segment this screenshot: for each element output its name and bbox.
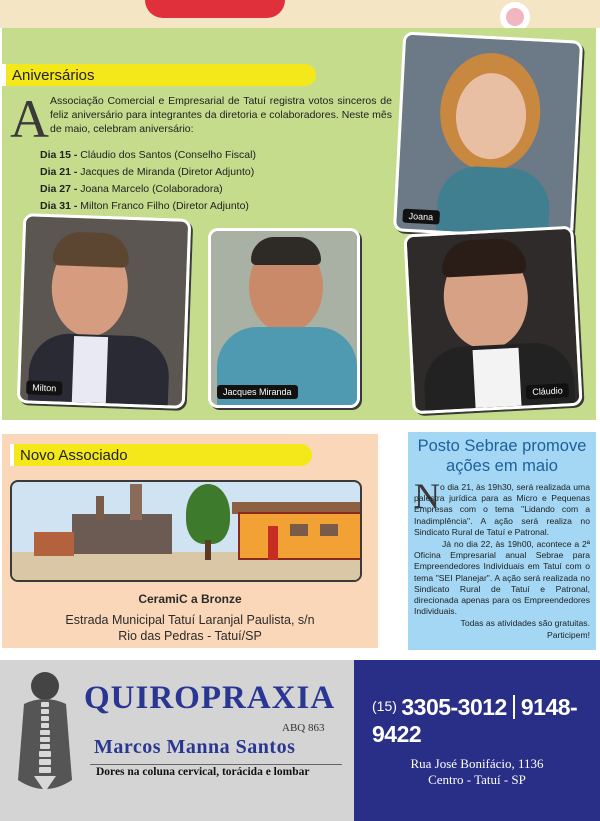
- photo-claudio: [403, 226, 582, 415]
- photo-milton: [17, 213, 192, 409]
- sebrae-title: [408, 436, 596, 476]
- ad-address: [354, 756, 600, 788]
- divider: [90, 764, 342, 765]
- aniversarios-intro: Associação Comercial e Empresarial de Tatuí registra votos sinceros de feliz aniversário para integrantes da diretoria e colaboradores. Neste mês de maio, celebram aniversário:: [50, 95, 392, 135]
- ad-professional-name: Marcos Manna Santos: [94, 736, 296, 758]
- sebrae-title-line: Posto Sebrae promove: [417, 437, 587, 455]
- sebrae-drop-cap: N: [414, 476, 440, 516]
- photo-joana: [393, 31, 583, 240]
- associate-company-photo: [10, 480, 362, 582]
- birthday-day: Dia 21 -: [40, 166, 78, 178]
- ad-phone-numbers: [372, 694, 600, 748]
- sebrae-paragraph: o dia 21, às 19h30, será realizada uma palestra jurídica para as Micro e Pequenas Empresas com o tema "Lidando com a Inadimplência". A ação será realiza no Sindicato Rural de Tatuí e Patronal.: [414, 482, 590, 537]
- top-decoration: [0, 0, 600, 28]
- associate-address-line: Estrada Municipal Tatuí Laranjal Paulista, s/n: [65, 613, 315, 627]
- sebrae-title-line: ações em maio: [446, 457, 558, 475]
- photo-caption: Cláudio: [526, 383, 569, 399]
- list-item: [40, 164, 380, 181]
- quiropraxia-ad: [0, 660, 600, 821]
- divider: [513, 695, 515, 719]
- sebrae-paragraph: Todas as atividades são gratuitas. Participem!: [460, 618, 590, 640]
- birthday-person: Cláudio dos Santos (Conselho Fiscal): [77, 149, 256, 161]
- novo-associado-heading: Novo Associado: [12, 444, 312, 466]
- ad-area-code: (15): [372, 698, 397, 714]
- list-item: [40, 181, 380, 198]
- aniversarios-heading: Aniversários: [4, 64, 316, 86]
- ad-tagline: Dores na coluna cervical, torácida e lombar: [96, 766, 310, 778]
- aniversarios-drop-cap: A: [10, 89, 49, 149]
- photo-caption: Joana: [402, 209, 439, 225]
- ad-registration: ABQ 863: [282, 722, 325, 734]
- birthday-list: [40, 147, 380, 215]
- ad-address-line: Centro - Tatuí - SP: [428, 772, 526, 787]
- ad-phone-2: 9148-9422: [372, 694, 578, 747]
- associate-address-line: Rio das Pedras - Tatuí/SP: [118, 629, 262, 643]
- photo-caption: Jacques Miranda: [217, 385, 298, 399]
- ad-phone-1: 3305-3012: [401, 694, 507, 720]
- sebrae-body: [414, 482, 590, 642]
- birthday-person: Joana Marcelo (Colaboradora): [77, 183, 223, 195]
- list-item: [40, 198, 380, 215]
- associate-name: CeramiC a Bronze: [138, 592, 242, 606]
- spine-figure-icon: [14, 670, 76, 802]
- birthday-day: Dia 31 -: [40, 200, 78, 212]
- sebrae-paragraph: Já no dia 22, às 19h00, acontece a 2ª Oficina Empresarial anual Sebrae para Empreendedores Individuais em Tatuí com o tema "SEI Planejar". A ação será realizada no Sindicato Rural de Tatuí e Patronal, direcionada apenas para os Empreendedores Individuais.: [414, 539, 590, 617]
- ad-address-line: Rua José Bonifácio, 1136: [410, 756, 544, 771]
- birthday-day: Dia 27 -: [40, 183, 78, 195]
- birthday-person: Milton Franco Filho (Diretor Adjunto): [77, 200, 249, 212]
- photo-caption: Milton: [26, 380, 62, 395]
- birthday-person: Jacques de Miranda (Diretor Adjunto): [77, 166, 255, 178]
- birthday-day: Dia 15 -: [40, 149, 78, 161]
- ad-title: QUIROPRAXIA: [84, 680, 336, 716]
- associate-address: [2, 612, 378, 644]
- red-shape: [145, 0, 285, 18]
- list-item: [40, 147, 380, 164]
- photo-jacques: [208, 228, 360, 408]
